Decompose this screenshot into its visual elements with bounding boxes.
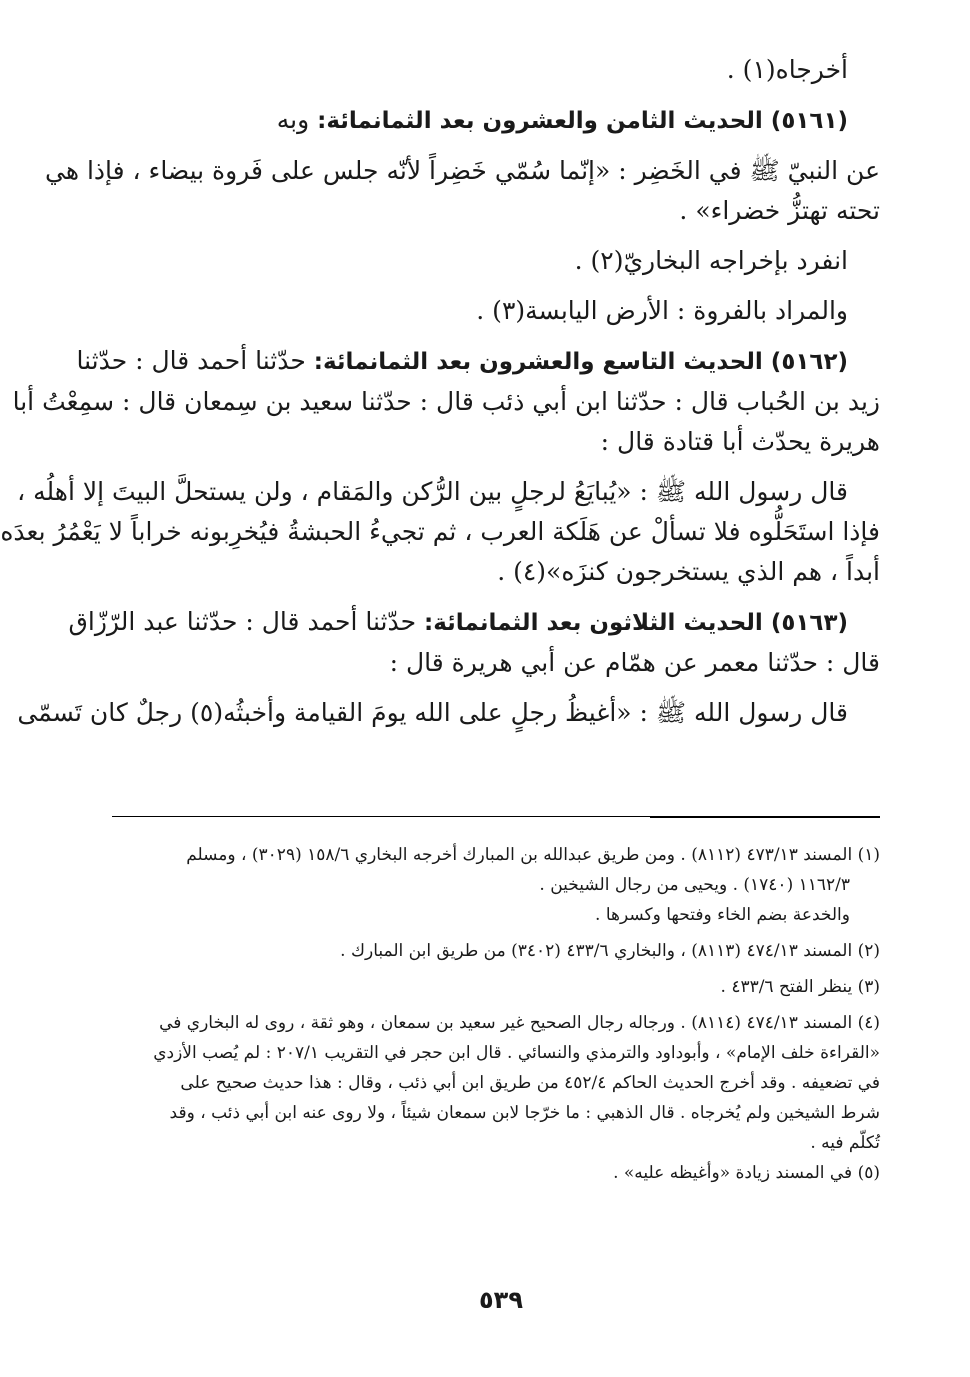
hadith-heading: (٥١٦٣) الحديث الثلاثون بعد الثمانمائة:: [424, 610, 848, 636]
text-line: قال رسول الله ﷺ : «يُبايَعُ لرجلٍ بين الرُّكن والمَقام ، ولن يستحلَّ البيتَ إلا أهلُه ،: [17, 477, 848, 506]
footnote-4-cont: تُكلّم فيه .: [810, 1133, 880, 1153]
text-line: هريرة يحدّث أبا قتادة قال :: [600, 427, 880, 456]
footnote-5: (٥) في المسند زيادة «وأغيظه عليه» .: [613, 1163, 880, 1183]
footnote-1: (١) المسند ٤٧٣/١٣ (٨١١٢) . ومن طريق عبدالله بن المبارك أخرجه البخاري ١٥٨/٦ (٣٠٢٩) ، ومسلم: [186, 845, 880, 865]
footnote-4: (٤) المسند ٤٧٤/١٣ (٨١١٤) . ورجاله رجال الصحيح غير سعيد بن سمعان ، وهو ثقة ، روى له البخاري في: [159, 1013, 880, 1033]
footnote-4-cont: شرط الشيخين ولم يُخرجاه . قال الذهبي : ما خرّجا لابن سمعان شيئاً ، ولا روى عنه ابن أبي ذئب ، وقد: [169, 1103, 880, 1123]
text-line: فإذا استَحَلُّوه فلا تسألْ عن هَلَكة العرب ، ثم تجيءُ الحبشةُ فيُخرِبونه خراباً لا يَعْمُرُ بعدَه: [0, 517, 880, 546]
footnotes: [112, 840, 880, 1188]
text-line: أخرجاه(١) .: [726, 55, 848, 84]
page-number: ٥٣٩: [479, 1286, 523, 1314]
text-line: والمراد بالفروة : الأرض اليابسة(٣) .: [476, 296, 848, 325]
hadith-heading: (٥١٦٢) الحديث التاسع والعشرون بعد الثمانمائة:: [313, 349, 848, 375]
footnote-divider: [112, 816, 880, 817]
text-line: عن النبيّ ﷺ في الخَضِر : «إنّما سُمّي خَضِراً لأنّه جلس على فَروة بيضاء ، فإذا هي: [44, 156, 880, 185]
text-line: قال : حدّثنا معمر عن همّام عن أبي هريرة قال :: [389, 648, 880, 677]
hadith-intro: حدّثنا أحمد قال : حدّثنا عبد الرّزّاق: [68, 607, 425, 636]
hadith-intro: وبه: [276, 105, 318, 134]
text-line: انفرد بإخراجه البخاريّ(٢) .: [574, 246, 848, 275]
footnote-4-cont: في تضعيفه . وقد أخرج الحديث الحاكم ٤٥٢/٤ من طريق ابن أبي ذئب ، وقال : هذا حديث صحيح على: [180, 1073, 880, 1093]
footnote-1-cont: والخدعة بضم الخاء وفتحها وكسرها .: [595, 905, 850, 925]
hadith-5161-header: [112, 100, 880, 141]
hadith-5162-header: [76, 341, 880, 382]
footnote-4-cont: «القراءة خلف الإمام» ، وأبوداود والترمذي والنسائي . قال ابن حجر في التقريب ٢٠٧/١ : لم يُصب الأزدي: [153, 1043, 880, 1063]
footnote-1-cont: ١١٦٢/٣ (١٧٤٠) . ويحيى من رجال الشيخين .: [539, 875, 850, 895]
hadith-5163-header: [68, 602, 880, 643]
footnote-3: (٣) ينظر الفتح ٤٣٣/٦ .: [720, 977, 880, 997]
text-line: تحته تهتزُّ خضراء» .: [679, 196, 880, 225]
text-line: أبداً ، هم الذي يستخرجون كنزَه»(٤) .: [497, 557, 880, 586]
footnote-2: (٢) المسند ٤٧٤/١٣ (٨١١٣) ، والبخاري ٤٣٣/٦ (٣٤٠٢) من طريق ابن المبارك .: [340, 941, 880, 961]
hadith-intro: حدّثنا أحمد قال : حدّثنا: [76, 346, 314, 375]
text-line: زيد بن الحُباب قال : حدّثنا ابن أبي ذئب قال : حدّثنا سعيد بن سِمعان قال : سمِعْتُ أبا: [12, 387, 880, 416]
hadith-heading: (٥١٦١) الحديث الثامن والعشرون بعد الثمانمائة:: [317, 108, 848, 134]
main-text: [0, 50, 880, 733]
text-line: قال رسول الله ﷺ : «أغيظُ رجلٍ على الله يومَ القيامة وأخبثُه(٥) رجلٌ كان تَسمّى: [17, 698, 848, 727]
